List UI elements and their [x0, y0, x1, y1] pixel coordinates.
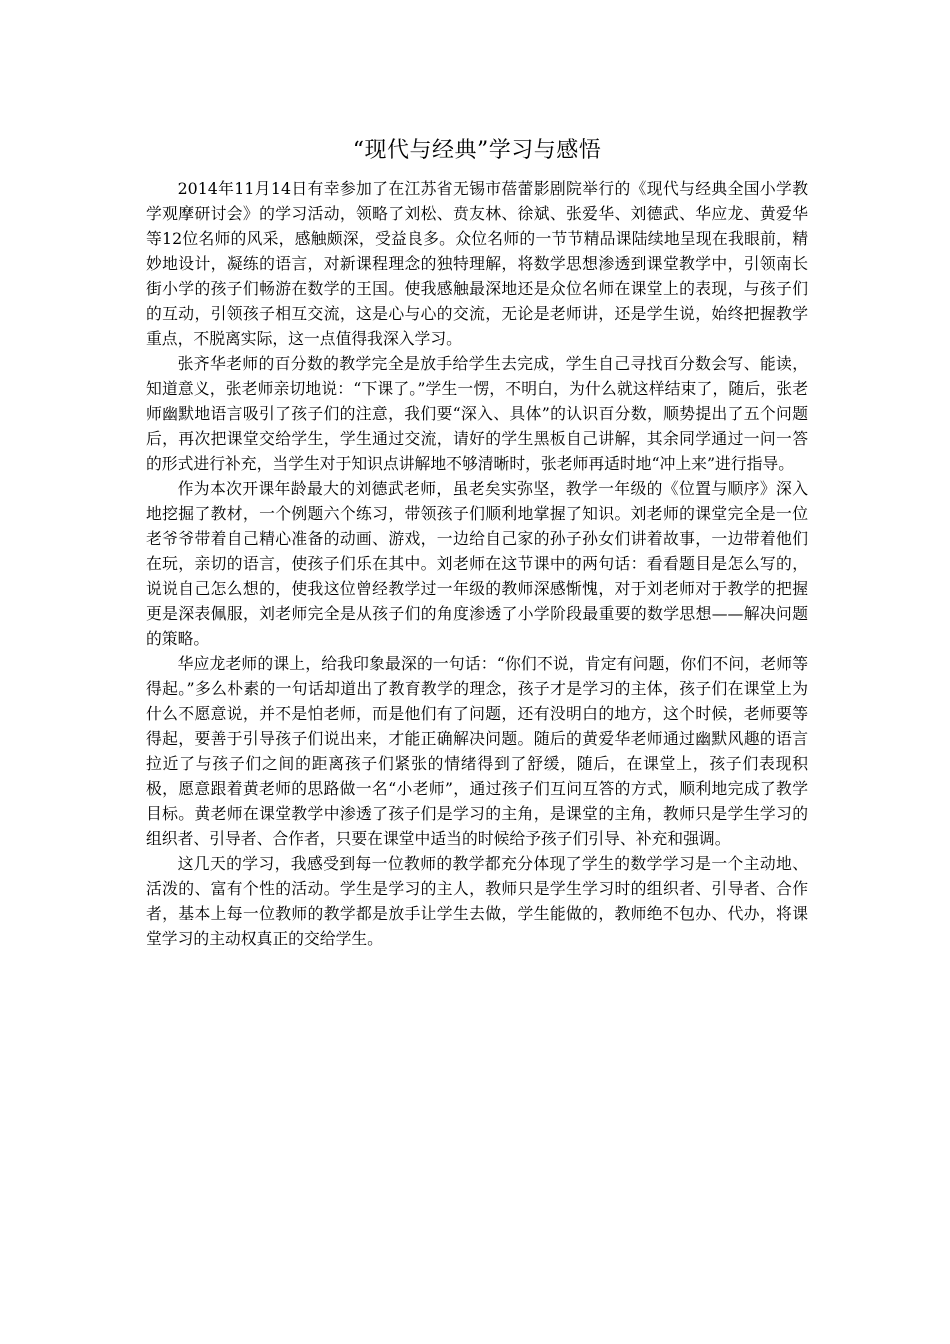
document-body: [146, 134, 808, 951]
paragraph-intro: 2014年11月14日有幸参加了在江苏省无锡市蓓蕾影剧院举行的《现代与经典全国小学教学观摩研讨会》的学习活动，领略了刘松、贲友林、徐斌、张爱华、刘德武、华应龙、黄爱华等12位名师的风采，感触颇深，受益良多。众位名师的一节节精品课陆续地呈现在我眼前，精妙地设计，凝练的语言，对新课程理念的独特理解，将数学思想渗透到课堂教学中，引领南长街小学的孩子们畅游在数学的王国。使我感触最深地还是众位名师在课堂上的表现，与孩子们的互动，引领孩子相互交流，这是心与心的交流，无论是老师讲，还是学生说，始终把握教学重点，不脱离实际，这一点值得我深入学习。: [146, 179, 808, 348]
paragraph-zhang-qihua: 张齐华老师的百分数的教学完全是放手给学生去完成，学生自己寻找百分数会写、能读，知道意义，张老师亲切地说：“下课了。”学生一愣，不明白，为什么就这样结束了，随后，张老师幽默地语言吸引了孩子们的注意，我们要“深入、具体”的认识百分数，顺势提出了五个问题后，再次把课堂交给学生，学生通过交流，请好的学生黑板自己讲解，其余同学通过一问一答的形式进行补充，当学生对于知识点讲解地不够清晰时，张老师再适时地“冲上来”进行指导。: [146, 354, 808, 473]
document-title: “现代与经典”学习与感悟: [352, 138, 602, 163]
paragraph-conclusion: 这几天的学习，我感受到每一位教师的教学都充分体现了学生的数学学习是一个主动地、活泼的、富有个性的活动。学生是学习的主人，教师只是学生学习时的组织者、引导者、合作者，基本上每一位教师的教学都是放手让学生去做，学生能做的，教师绝不包办、代办，将课堂学习的主动权真正的交给学生。: [146, 854, 808, 948]
paragraph-hua-yinglong: 华应龙老师的课上，给我印象最深的一句话：“你们不说，肯定有问题，你们不问，老师等得起。”多么朴素的一句话却道出了教育教学的理念，孩子才是学习的主体，孩子们在课堂上为什么不愿意说，并不是怕老师，而是他们有了问题，还有没明白的地方，这个时候，老师要等得起，要善于引导孩子们说出来，才能正确解决问题。随后的黄爱华老师通过幽默风趣的语言拉近了与孩子们之间的距离孩子们紧张的情绪得到了舒缓，随后，在课堂上，孩子们表现积极，愿意跟着黄老师的思路做一名“小老师”，通过孩子们互问互答的方式，顺利地完成了教学目标。黄老师在课堂教学中渗透了孩子们是学习的主角，是课堂的主角，教师只是学生学习的组织者、引导者、合作者，只要在课堂中适当的时候给予孩子们引导、补充和强调。: [146, 654, 808, 848]
paragraph-liu-dewu: 作为本次开课年龄最大的刘德武老师，虽老矣实弥坚，教学一年级的《位置与顺序》深入地挖掘了教材，一个例题六个练习，带领孩子们顺利地掌握了知识。刘老师的课堂完全是一位老爷爷带着自己精心准备的动画、游戏，一边给自己家的孙子孙女们讲着故事，一边带着他们在玩，亲切的语言，使孩子们乐在其中。刘老师在这节课中的两句话：看看题目是怎么写的，说说自己怎么想的，使我这位曾经教学过一年级的教师深感惭愧，对于刘老师对于教学的把握更是深表佩服，刘老师完全是从孩子们的角度渗透了小学阶段最重要的数学思想——解决问题的策略。: [146, 479, 808, 648]
